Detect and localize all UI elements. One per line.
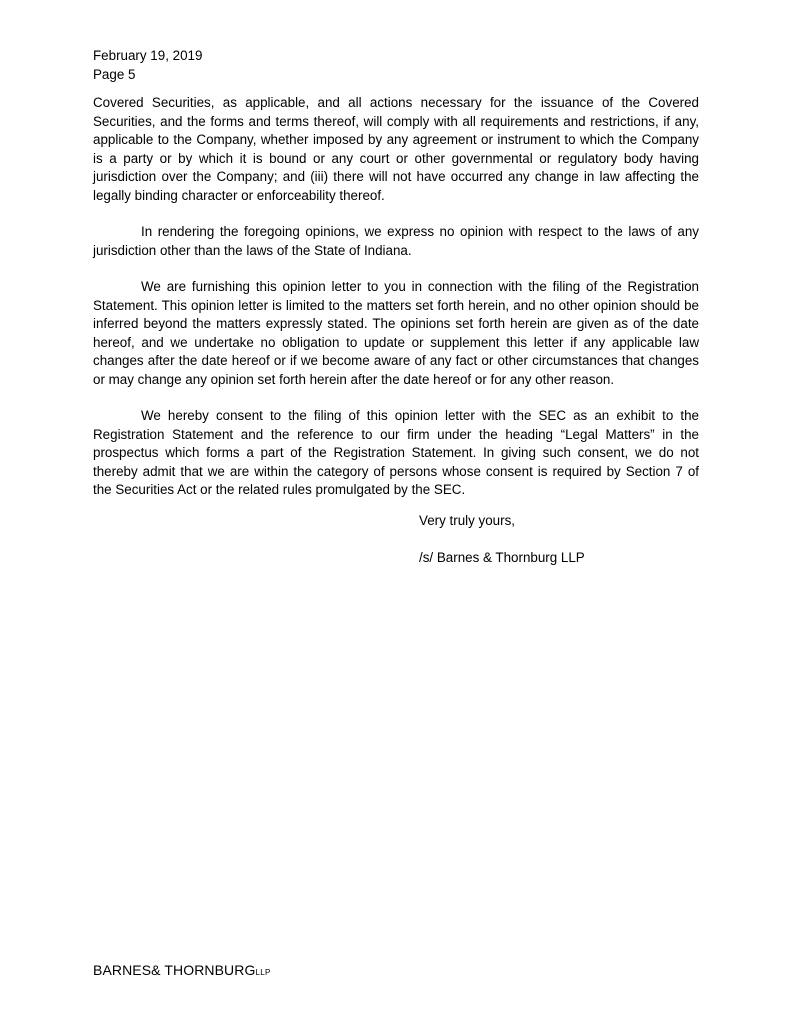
valediction: Very truly yours,	[419, 513, 515, 528]
paragraph-consent: We hereby consent to the filing of this opinion letter with the SEC as an exhibit to the Registration Statement and the reference to our firm under the heading “Legal Matters” in the prospectus which forms a part of the Registration Statement. In giving such consent, we do not thereby admit that we are within the category of persons whose consent is required by Section 7 of the Securities Act or the related rules promulgated by the SEC.	[93, 408, 699, 497]
page-number: Page 5	[93, 67, 136, 82]
letter-closing	[419, 511, 719, 567]
letter-date: February 19, 2019	[93, 48, 203, 63]
firm-footer	[93, 960, 271, 983]
footer-firm-name: BARNES& THORNBURG	[93, 962, 256, 978]
signature: /s/ Barnes & Thornburg LLP	[419, 550, 585, 565]
paragraph-continuation: Covered Securities, as applicable, and all actions necessary for the issuance of the Covered Securities, and the forms and terms thereof, will comply with all requirements and restrictions, if any, applicable to the Company, whether imposed by any agreement or instrument to which the Company is a party or by which it is bound or any court or other governmental or regulatory body having jurisdiction over the Company; and (iii) there will not have occurred any change in law affecting the legally binding character or enforceability thereof.	[93, 95, 699, 203]
paragraph-furnishing: We are furnishing this opinion letter to you in connection with the filing of the Registration Statement. This opinion letter is limited to the matters set forth herein, and no other opinion should be inferred beyond the matters expressly stated. The opinions set forth herein are given as of the date hereof, and we undertake no obligation to update or supplement this letter if any applicable law changes after the date hereof or if we become aware of any fact or other circumstances that changes or may change any opinion set forth herein after the date hereof or for any other reason.	[93, 279, 699, 387]
footer-llp: LLP	[255, 968, 271, 977]
paragraph-jurisdiction: In rendering the foregoing opinions, we express no opinion with respect to the laws of any jurisdiction other than the laws of the State of Indiana.	[93, 224, 699, 258]
letter-body	[93, 94, 699, 518]
letter-header	[93, 46, 393, 84]
